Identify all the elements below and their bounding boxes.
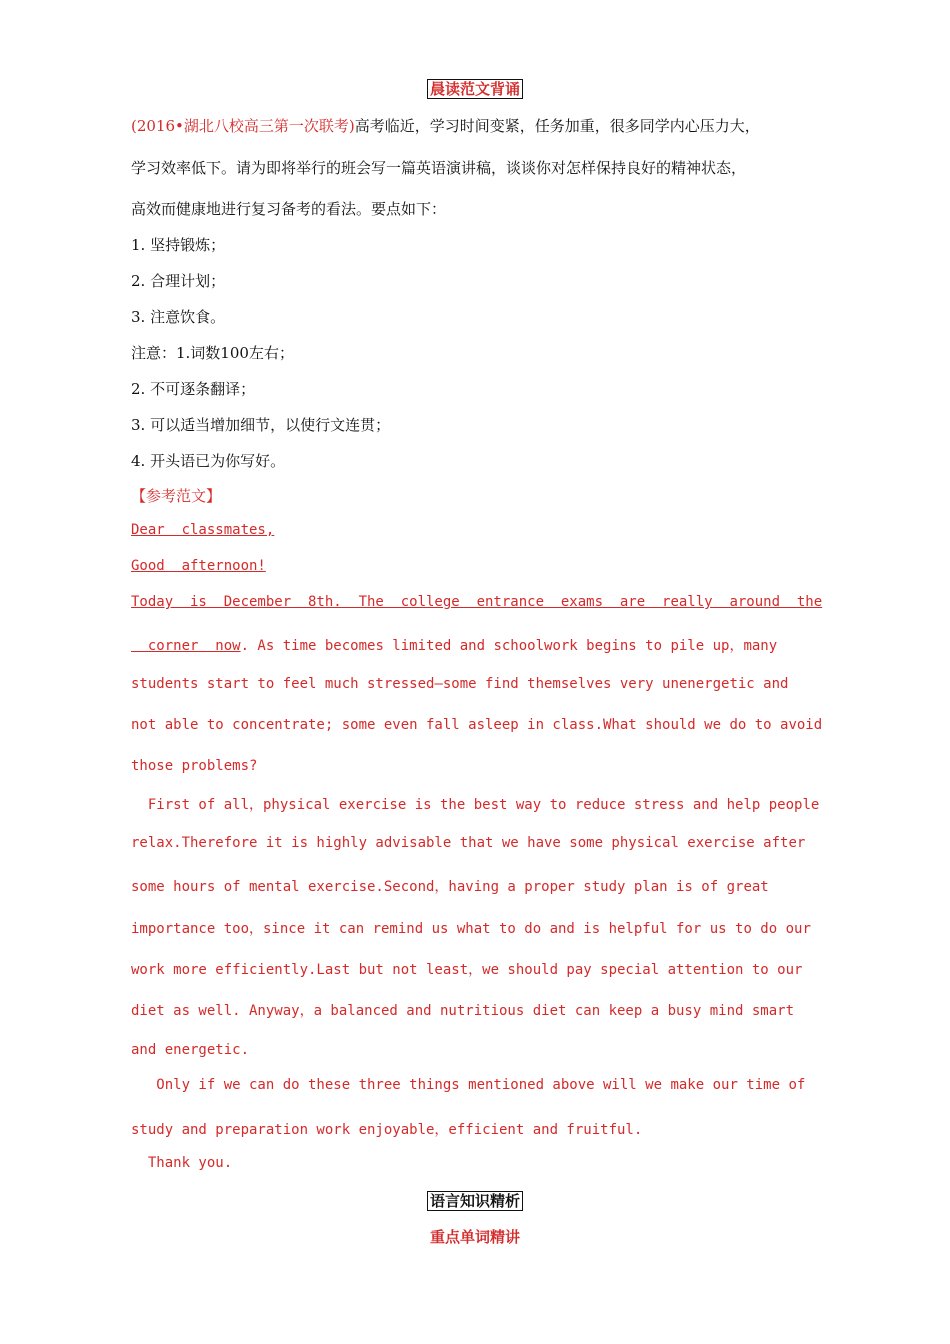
essay-line: First of all，physical exercise is the best way to reduce stress and help people xyxy=(131,797,820,813)
essay-line: Thank you. xyxy=(131,1155,233,1171)
essay-line: Good afternoon! xyxy=(131,558,266,574)
essay-line: Only if we can do these three things mentioned above will we make our time of xyxy=(131,1077,806,1093)
essay-line: corner now. As time becomes limited and schoolwork begins to pile up，many xyxy=(131,638,778,654)
essay-line: Today is December 8th. The college entrance exams are really around the xyxy=(131,594,823,610)
essay-line: diet as well. Anyway，a balanced and nutritious diet can keep a busy mind smart xyxy=(131,1003,795,1019)
essay-line: importance too，since it can remind us what to do and is helpful for us to do our xyxy=(131,921,811,937)
prompt-source: (2016•湖北八校高三第一次联考) xyxy=(131,117,355,135)
essay-line: those problems? xyxy=(131,758,258,774)
prompt-line-2: 学习效率低下。请为即将举行的班会写一篇英语演讲稿，谈谈你对怎样保持良好的精神状态， xyxy=(131,159,747,177)
essay-line: study and preparation work enjoyable，efficient and fruitful. xyxy=(131,1122,643,1138)
point-2: 2. 合理计划； xyxy=(131,272,226,290)
language-knowledge-title: 语言知识精析 xyxy=(0,1190,950,1211)
essay-line: work more efficiently.Last but not least，we should pay special attention to our xyxy=(131,962,803,978)
note-4: 4. 开头语已为你写好。 xyxy=(131,452,286,470)
essay-line: students start to feel much stressed—some find themselves very unenergetic and xyxy=(131,676,789,692)
point-3: 3. 注意饮食。 xyxy=(131,308,226,326)
note-2: 2. 不可逐条翻译； xyxy=(131,380,256,398)
note-1: 注意：1.词数100左右； xyxy=(131,344,294,362)
prompt-line-1: (2016•湖北八校高三第一次联考)高考临近，学习时间变紧，任务加重，很多同学内心压力大， xyxy=(131,117,760,135)
essay-line: relax.Therefore it is highly advisable that we have some physical exercise after xyxy=(131,835,806,851)
reference-heading: 【参考范文】 xyxy=(131,487,222,505)
morning-reading-title: 晨读范文背诵 xyxy=(0,78,950,99)
key-words-title: 重点单词精讲 xyxy=(429,1228,520,1246)
point-1: 1. 坚持锻炼； xyxy=(131,236,226,254)
essay-line: not able to concentrate; some even fall asleep in class.What should we do to avoid xyxy=(131,717,823,733)
essay-line: Dear classmates, xyxy=(131,522,275,538)
essay-line: some hours of mental exercise.Second，having a proper study plan is of great xyxy=(131,879,769,895)
essay-line: and energetic. xyxy=(131,1042,250,1058)
note-3: 3. 可以适当增加细节，以使行文连贯； xyxy=(131,416,391,434)
prompt-line-3: 高效而健康地进行复习备考的看法。要点如下： xyxy=(131,200,447,218)
